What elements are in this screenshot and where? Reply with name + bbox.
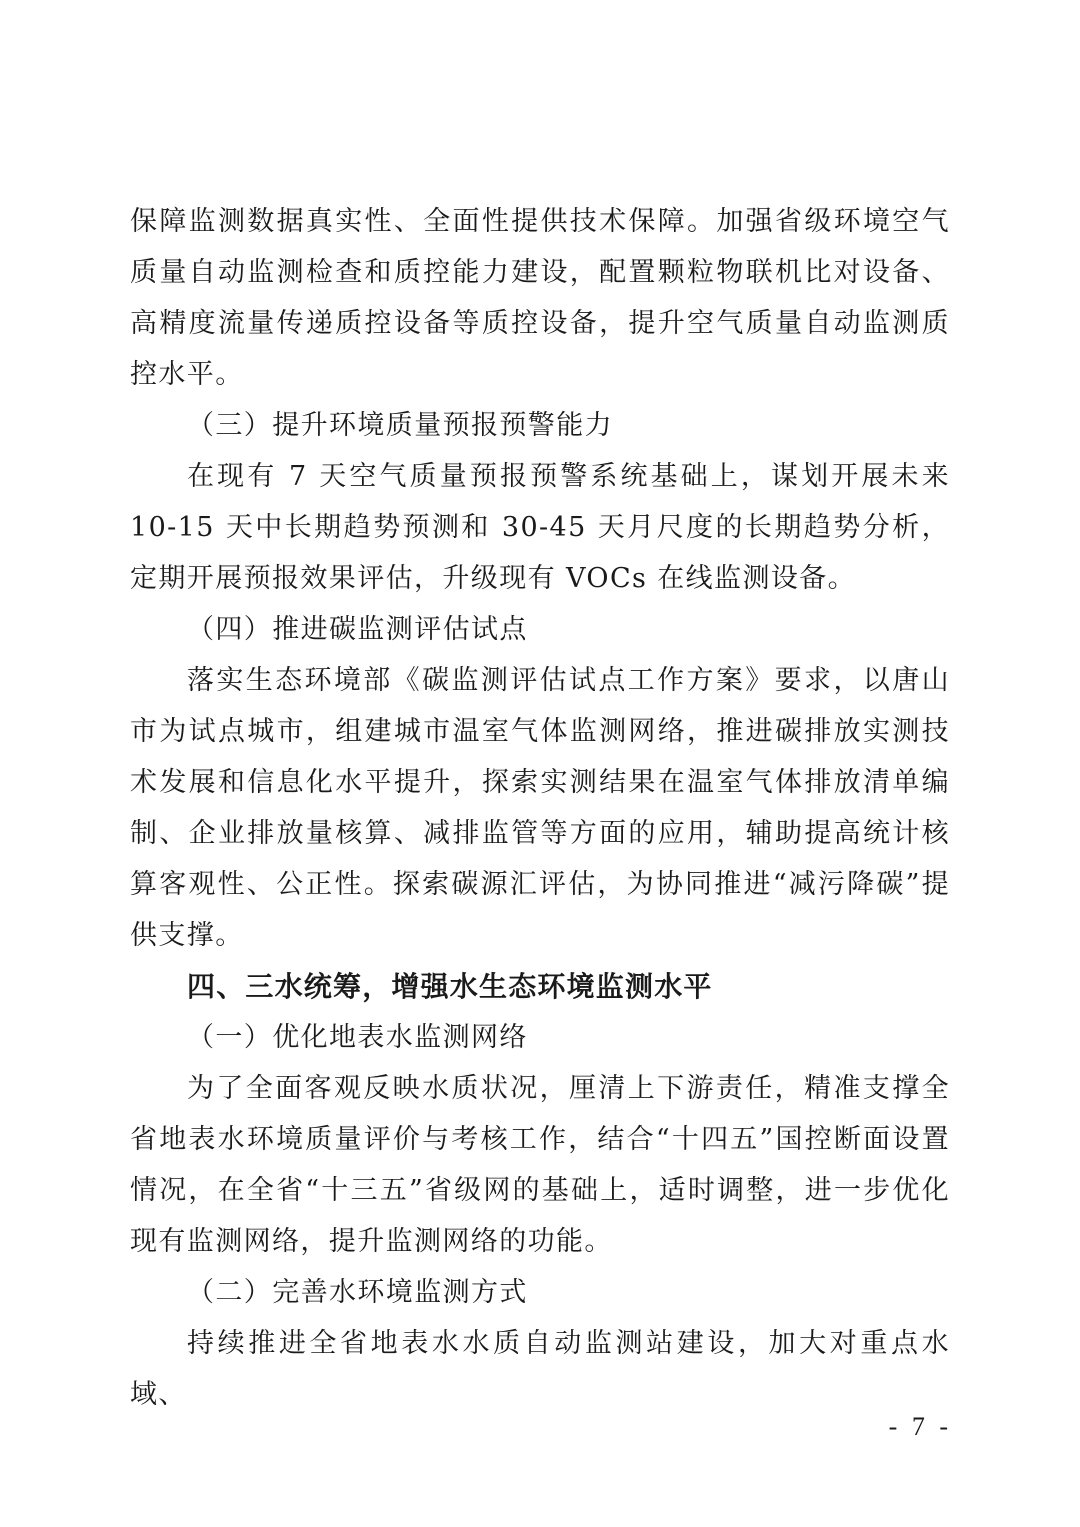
section-heading-3: （三）提升环境质量预报预警能力: [187, 410, 613, 441]
document-body: [130, 196, 950, 1420]
paragraph-carbon: 落实生态环境部《碳监测评估试点工作方案》要求，以唐山市为试点城市，组建城市温室气体监测网络，推进碳排放实测技术发展和信息化水平提升，探索实测结果在温室气体排放清单编制、企业排放量核算、减排监管等方面的应用，辅助提高统计核算客观性、公正性。探索碳源汇评估，为协同推进“减污降碳”提供支撑。: [130, 665, 950, 951]
paragraph-continuation: 保障监测数据真实性、全面性提供技术保障。加强省级环境空气质量自动监测检查和质控能力建设，配置颗粒物联机比对设备、高精度流量传递质控设备等质控设备，提升空气质量自动监测质控水平。: [130, 206, 950, 390]
section-heading-4: （四）推进碳监测评估试点: [187, 614, 528, 645]
page-number: - 7 -: [888, 1412, 952, 1441]
paragraph-water-monitoring: 持续推进全省地表水水质自动监测站建设，加大对重点水域、: [130, 1328, 950, 1410]
section-heading-2: （二）完善水环境监测方式: [187, 1277, 528, 1308]
chapter-heading-4: 四、三水统筹，增强水生态环境监测水平: [187, 970, 713, 1003]
paragraph-forecast: 在现有 7 天空气质量预报预警系统基础上，谋划开展未来10-15 天中长期趋势预测和 30-45 天月尺度的长期趋势分析，定期开展预报效果评估，升级现有 VOCs 在线监测设备。: [130, 461, 950, 594]
section-heading-1: （一）优化地表水监测网络: [187, 1022, 528, 1053]
paragraph-surface-water: 为了全面客观反映水质状况，厘清上下游责任，精准支撑全省地表水环境质量评价与考核工作，结合“十四五”国控断面设置情况，在全省“十三五”省级网的基础上，适时调整，进一步优化现有监测网络，提升监测网络的功能。: [130, 1073, 950, 1257]
